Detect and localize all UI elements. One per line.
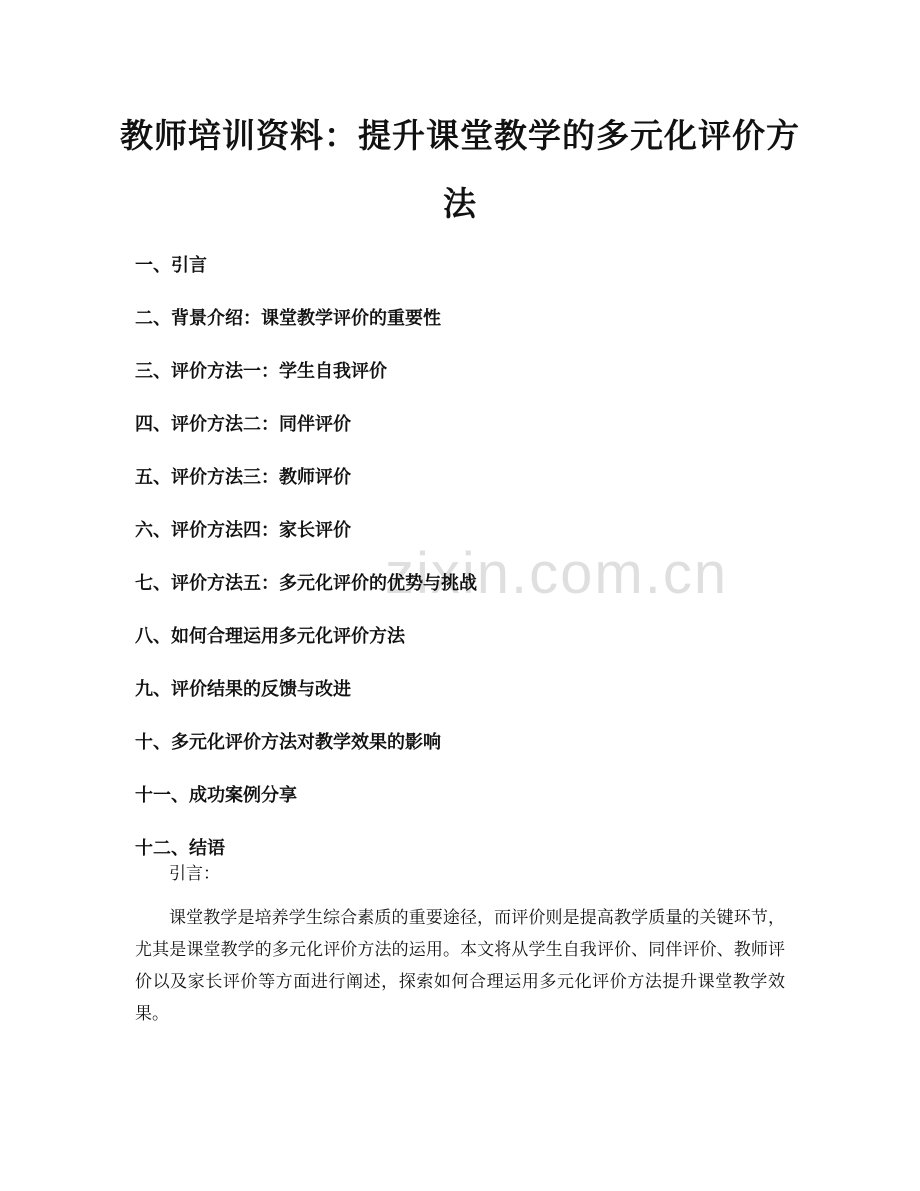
toc-item: 六、评价方法四：家长评价 — [135, 520, 351, 541]
toc-item: 八、如何合理运用多元化评价方法 — [135, 626, 405, 647]
toc-item: 二、背景介绍：课堂教学评价的重要性 — [135, 308, 441, 329]
body-section — [135, 858, 785, 1030]
toc-item: 一、引言 — [135, 255, 207, 276]
toc-item: 十一、成功案例分享 — [135, 785, 297, 806]
intro-paragraph: 课堂教学是培养学生综合素质的重要途径，而评价则是提高教学质量的关键环节，尤其是课堂教学的多元化评价方法的运用。本文将从学生自我评价、同伴评价、教师评价以及家长评价等方面进行阐述，探索如何合理运用多元化评价方法提升课堂教学效果。 — [135, 908, 785, 1024]
toc-item: 五、评价方法三：教师评价 — [135, 467, 351, 488]
toc-item: 九、评价结果的反馈与改进 — [135, 679, 351, 700]
toc-item: 四、评价方法二：同伴评价 — [135, 414, 351, 435]
intro-label: 引言： — [169, 864, 220, 884]
document-title: 教师培训资料：提升课堂教学的多元化评价方法 — [120, 116, 800, 223]
toc-item: 七、评价方法五：多元化评价的优势与挑战 — [135, 573, 477, 594]
toc-item: 十、多元化评价方法对教学效果的影响 — [135, 732, 441, 753]
toc-item: 十二、结语 — [135, 838, 225, 859]
toc-item: 三、评价方法一：学生自我评价 — [135, 361, 387, 382]
watermark: zixin.com.cn — [385, 541, 729, 606]
